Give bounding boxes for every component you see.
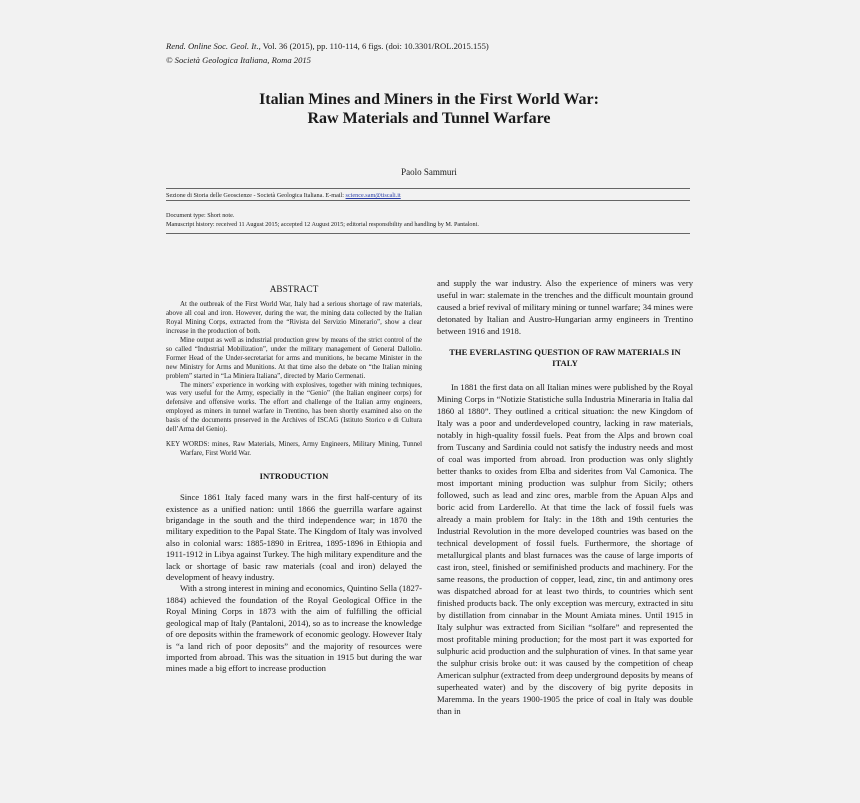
- journal-name: Rend. Online Soc. Geol. It.: [166, 41, 259, 51]
- intro-continuation: and supply the war industry. Also the experience of miners was very useful in war: stalemate in the trenches and the difficult mountain ground caused a brief revival of military mining or tunnel warfare; 34 mines were detonated by Italian and Austro-Hungarian army engineers in Trentino between 1916 and 1918.: [437, 278, 693, 336]
- manuscript-history: Manuscript history: received 11 August 2015; accepted 12 August 2015; editorial responsibility and handling by M. Pantaloni.: [166, 220, 479, 228]
- right-column: [437, 277, 693, 717]
- divider-top: [166, 188, 690, 189]
- citation-details: , Vol. 36 (2015), pp. 110-114, 6 figs. (doi: 10.3301/ROL.2015.155): [258, 41, 489, 51]
- title-line-1: Italian Mines and Miners in the First World War:: [259, 91, 599, 108]
- divider-affil: [166, 200, 690, 201]
- intro-paragraph: With a strong interest in mining and economics, Quintino Sella (1827-1884) achieved the foundation of the Royal Geological Office in the Royal Mining Corps in 1873 with the aim of fulfilling the official geological map of Italy (Pantaloni, 2014), so as to increase the knowledge of ore deposits within the framework of economic geology. However Italy is “a land rich of poor deposits” and the majority of resources were imported from abroad. This was the situation in 1915 but during the war mines made a big effort to increase production: [166, 583, 422, 674]
- paper-title: [166, 90, 692, 128]
- introduction-heading: INTRODUCTION: [259, 470, 329, 481]
- divider-meta: [166, 233, 690, 234]
- abstract-paragraph: Mine output as well as industrial production grew by means of the strict control of the so called “Industrial Mobilization”, under the military management of General Dallolio. Former Head of the Under-secretariat for arms and munitions, he became Minister in the new Ministry for Arms and Munitions. At that time also the debate on “the Italian mining problem” started in “La Miniera Italiana”, directed by Mario Cermenati.: [166, 337, 422, 380]
- affiliation: [166, 192, 401, 199]
- author-name: Paolo Sammuri: [401, 167, 457, 177]
- intro-paragraph: Since 1861 Italy faced many wars in the first half-century of its existence as a unified nation: until 1866 the guerrilla warfare against brigandage in the south and the third independence war; in 1870 the military expedition to the Papal State. The Kingdom of Italy was involved also in colonial wars: 1885-1890 in Eritrea, 1895-1896 in Ethiopia and 1911-1912 in Libya against Turkey. The high military expenditure and the lack or shortage of basic raw materials (coal and iron) delayed the development of heavy industry.: [166, 492, 422, 583]
- raw-materials-heading: THE EVERLASTING QUESTION OF RAW MATERIALS IN ITALY: [449, 347, 681, 368]
- journal-citation: [166, 40, 489, 52]
- abstract-heading: ABSTRACT: [269, 285, 319, 295]
- raw-materials-paragraph: In 1881 the first data on all Italian mines were published by the Royal Mining Corps in “Notizie Statistiche sulla Industria Mineraria in Italia dal 1860 al 1880”. They outlined a critical situation: the new Kingdom of Italy was a poor and underdeveloped country, lacking in raw materials, notably in high-quality fossil fuels. Peat from the Alps and brown coal from Tuscany and Sardinia could not satisfy the industry needs and most of coal was imported from abroad. Iron production was only slightly better thanks to oxides from Elba and siderites from Val Camonica. The most important mining production was sulphur from Sicily; others followed, such as lead and zinc ores, marble from the Apuan Alps and boric acid from Larderello. At that time the lack of fossil fuels was already a main problem for Italy: in the 18th and 19th centuries the Industrial Revolution in the more developed countries was based on the technical development of fossil fuels. Furthermore, the shortage of metallurgical plants and blast furnaces was the cause of large imports of cast iron, steel, finished or semifinished products and machinery. For the same reasons, the production of copper, lead, zinc, tin and antimony ores was dispatched abroad for at least two thirds, to countries which sent finished products back. The only exception was mercury, extracted in situ by distillation from cinnabar in the Mount Amiata mines. Until 1915 in Italy sulphur was extracted from Sicilian “solfare” and represented the most profitable mining production; for the most part it was exported for sulphuric acid production and the sulphuration of vines. In that same year the sulphur crisis broke out: it was caused by the competition of cheap American sulphur (extracted from deep underground deposits by means of superheated water) and by the discovery of big pyrite deposits in Maremma. In the years 1900-1905 the price of coal in Italy was double than in: [437, 382, 693, 716]
- document-type: Document type: Short note.: [166, 212, 235, 219]
- email-link[interactable]: science.sam@tiscali.it: [345, 192, 401, 199]
- affiliation-text: Sezione di Storia delle Geoscienze - Società Geologica Italiana. E-mail:: [166, 192, 346, 199]
- keywords: KEY WORDS: mines, Raw Materials, Miners, Army Engineers, Military Mining, Tunnel Warfare, First World War.: [166, 441, 422, 457]
- manuscript-meta: [166, 212, 479, 229]
- abstract-paragraph: The miners’ experience in working with explosives, together with mining techniques, was very useful for the Army, especially in the “Genio” (the Italian engineer corps) for defensive and offensive works. The effort and challenge of the Italian army engineers, employed as miners in tunnel warfare in Trentino, has been shortly examined also on the basis of the documents preserved in the Archives of ISCAG (Istituto Storico e di Cultura dell’Arma del Genio).: [166, 381, 422, 434]
- abstract-paragraph: At the outbreak of the First World War, Italy had a serious shortage of raw materials, above all coal and iron. However, during the war, the mining data collected by the Italian Royal Mining Corps, extracted from the “Rivista del Servizio Minerario”, show a clear increase in the production of both.: [166, 301, 422, 336]
- left-column: [166, 285, 422, 675]
- title-line-2: Raw Materials and Tunnel Warfare: [307, 110, 551, 127]
- introduction-body: [166, 492, 422, 675]
- copyright-line: © Società Geologica Italiana, Roma 2015: [166, 55, 311, 65]
- abstract-body: [166, 301, 422, 458]
